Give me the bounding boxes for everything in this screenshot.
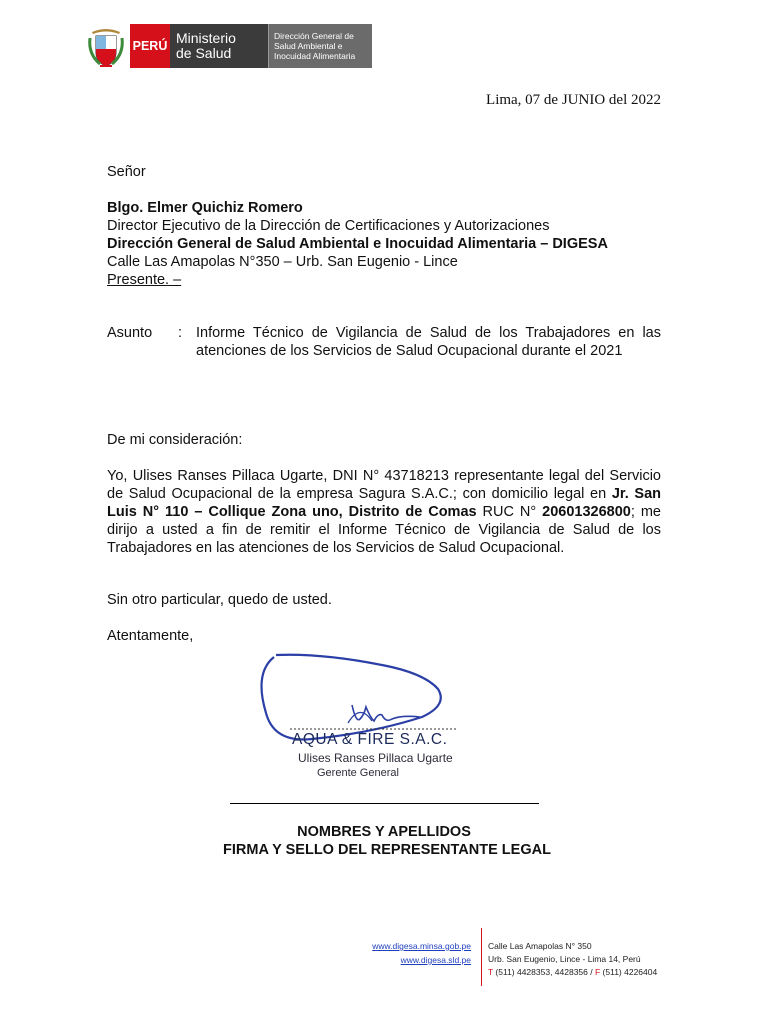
- date-line: Lima, 07 de JUNIO del 2022: [486, 92, 661, 108]
- ministry-logo: [86, 24, 372, 68]
- farewell: Atentamente,: [107, 628, 194, 644]
- ministry-name: Ministerio de Salud: [170, 24, 268, 68]
- national-crest-icon: [86, 24, 126, 68]
- ruc-number: 20601326800: [542, 504, 631, 520]
- caption-signature: FIRMA Y SELLO DEL REPRESENTANTE LEGAL: [223, 842, 551, 858]
- closing-line: Sin otro particular, quedo de usted.: [107, 592, 332, 608]
- greeting: De mi consideración:: [107, 432, 243, 448]
- recipient-institution: Dirección General de Salud Ambiental e Inocuidad Alimentaria – DIGESA: [107, 236, 608, 252]
- presente: Presente. –: [107, 272, 182, 288]
- peru-label: PERÚ: [130, 24, 170, 68]
- recipient-address: Calle Las Amapolas N°350 – Urb. San Eugenio - Lince: [107, 254, 458, 270]
- footer-link-sld[interactable]: www.digesa.sld.pe: [400, 955, 471, 965]
- footer-address-2: Urb. San Eugenio, Lince - Lima 14, Perú: [488, 954, 641, 964]
- subject-label: Asunto: [107, 325, 153, 341]
- caption-names: NOMBRES Y APELLIDOS: [297, 824, 471, 840]
- subject-colon: :: [178, 325, 183, 341]
- company-address: Jr. San Luis N° 110 – Collique Zona uno, Distrito de Comas: [107, 486, 662, 520]
- footer-phones: T (511) 4428353, 4428356 / F (511) 4226404: [488, 967, 658, 977]
- salutation: Señor: [107, 164, 146, 180]
- stamp-title: Gerente General: [317, 767, 399, 779]
- recipient-name: Blgo. Elmer Quichiz Romero: [107, 200, 303, 216]
- body-paragraph: Yo, Ulises Ranses Pillaca Ugarte, DNI N° 43718213 representante legal del Servicio de Salud Ocupacional de la empresa Sagura S.A.C.; con domicilio legal en Jr. San Luis N° 110 – Collique Zona uno, Distrito de Comas RUC N° 20601326800; me dirijo a usted a fin de remitir el Informe Técnico de Vigilancia de Salud de los Trabajadores en las atenciones de los Servicios de Salud Ocupacional.: [107, 468, 662, 556]
- signature-line: [230, 803, 539, 804]
- stamp-company: AQUA & FIRE S.A.C.: [292, 731, 448, 748]
- subject-line-1: Informe Técnico de Vigilancia de Salud de los Trabajadores en las: [196, 325, 661, 341]
- recipient-position: Director Ejecutivo de la Dirección de Certificaciones y Autorizaciones: [107, 218, 550, 234]
- subject-line-2: atenciones de los Servicios de Salud Ocupacional durante el 2021: [196, 343, 623, 359]
- stamp-name: Ulises Ranses Pillaca Ugarte: [298, 751, 453, 765]
- directorate-name: Dirección General de Salud Ambiental e Inocuidad Alimentaria: [268, 24, 372, 68]
- footer-link-minsa[interactable]: www.digesa.minsa.gob.pe: [372, 941, 471, 951]
- footer-divider: [481, 928, 482, 986]
- footer-address-1: Calle Las Amapolas N° 350: [488, 941, 592, 951]
